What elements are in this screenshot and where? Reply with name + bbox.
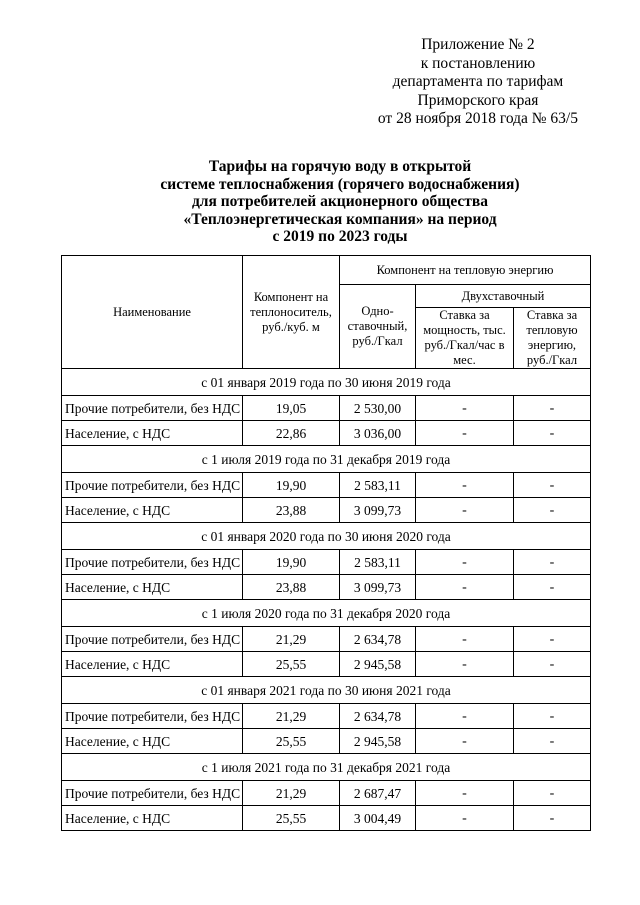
- table-row: [62, 704, 591, 729]
- carrier-value-cell: 21,29: [243, 781, 340, 806]
- table-body: [62, 369, 591, 831]
- single-rate-cell: 3 099,73: [340, 575, 416, 600]
- energy-rate-cell: -: [514, 627, 591, 652]
- energy-rate-cell: -: [514, 575, 591, 600]
- title-line: «Теплоэнергетическая компания» на период: [183, 210, 497, 228]
- appendix-line: Приложение № 2: [421, 36, 535, 53]
- carrier-value-cell: 25,55: [243, 652, 340, 677]
- single-rate-cell: 3 099,73: [340, 498, 416, 523]
- appendix-line: департамента по тарифам: [392, 73, 564, 90]
- energy-rate-cell: -: [514, 652, 591, 677]
- table-row: [62, 781, 591, 806]
- table-row: [62, 806, 591, 831]
- capacity-rate-cell: -: [416, 729, 514, 754]
- single-rate-cell: 2 687,47: [340, 781, 416, 806]
- carrier-value-cell: 25,55: [243, 729, 340, 754]
- title-line: с 2019 по 2023 годы: [272, 228, 408, 245]
- energy-rate-cell: -: [514, 550, 591, 575]
- period-label: с 01 января 2021 года по 30 июня 2021 года: [62, 677, 591, 704]
- energy-rate-cell: -: [514, 781, 591, 806]
- capacity-rate-cell: -: [416, 781, 514, 806]
- capacity-rate-cell: -: [416, 704, 514, 729]
- carrier-value-cell: 22,86: [243, 421, 340, 446]
- single-rate-cell: 2 583,11: [340, 473, 416, 498]
- header-capacity-rate: Ставка за мощность, тыс. руб./Гкал/час в мес.: [416, 308, 514, 369]
- period-row: [62, 600, 591, 627]
- appendix-line: от 28 ноября 2018 года № 63/5: [377, 110, 578, 127]
- period-row: [62, 523, 591, 550]
- consumer-name-cell: Население, с НДС: [62, 729, 243, 754]
- single-rate-cell: 2 530,00: [340, 396, 416, 421]
- energy-rate-cell: -: [514, 806, 591, 831]
- header-single-rate: Одно-ставочный, руб./Гкал: [340, 285, 416, 369]
- header-name: Наименование: [62, 256, 243, 369]
- capacity-rate-cell: -: [416, 421, 514, 446]
- energy-rate-cell: -: [514, 729, 591, 754]
- carrier-value-cell: 23,88: [243, 498, 340, 523]
- period-label: с 01 января 2020 года по 30 июня 2020 года: [62, 523, 591, 550]
- appendix-block: [378, 36, 578, 129]
- appendix-line: к постановлению: [420, 54, 536, 72]
- energy-rate-cell: -: [514, 473, 591, 498]
- consumer-name-cell: Население, с НДС: [62, 498, 243, 523]
- carrier-value-cell: 19,90: [243, 550, 340, 575]
- header-energy-rate: Ставка за тепловую энергию, руб./Гкал: [514, 308, 591, 369]
- consumer-name-cell: Население, с НДС: [62, 806, 243, 831]
- carrier-value-cell: 23,88: [243, 575, 340, 600]
- title-line: Тарифы на горячую воду в открытой: [208, 158, 472, 175]
- document-title: [90, 158, 590, 246]
- period-row: [62, 369, 591, 396]
- header-carrier: Компонент на теплоноситель, руб./куб. м: [243, 256, 340, 369]
- period-label: с 1 июля 2019 года по 31 декабря 2019 года: [62, 446, 591, 473]
- period-label: с 01 января 2019 года по 30 июня 2019 года: [62, 369, 591, 396]
- capacity-rate-cell: -: [416, 806, 514, 831]
- energy-rate-cell: -: [514, 498, 591, 523]
- period-label: с 1 июля 2021 года по 31 декабря 2021 года: [62, 754, 591, 781]
- carrier-value-cell: 19,05: [243, 396, 340, 421]
- capacity-rate-cell: -: [416, 550, 514, 575]
- consumer-name-cell: Население, с НДС: [62, 652, 243, 677]
- title-line: для потребителей акционерного общества: [191, 193, 489, 210]
- single-rate-cell: 2 945,58: [340, 729, 416, 754]
- carrier-value-cell: 21,29: [243, 627, 340, 652]
- period-label: с 1 июля 2020 года по 31 декабря 2020 года: [62, 600, 591, 627]
- header-energy: Компонент на тепловую энергию: [340, 256, 591, 285]
- consumer-name-cell: Прочие потребители, без НДС: [62, 396, 243, 421]
- table-header: [62, 256, 591, 369]
- capacity-rate-cell: -: [416, 473, 514, 498]
- capacity-rate-cell: -: [416, 498, 514, 523]
- table-row: [62, 421, 591, 446]
- single-rate-cell: 2 583,11: [340, 550, 416, 575]
- table-row: [62, 473, 591, 498]
- capacity-rate-cell: -: [416, 652, 514, 677]
- consumer-name-cell: Прочие потребители, без НДС: [62, 627, 243, 652]
- energy-rate-cell: -: [514, 396, 591, 421]
- consumer-name-cell: Прочие потребители, без НДС: [62, 781, 243, 806]
- table-row: [62, 652, 591, 677]
- single-rate-cell: 2 634,78: [340, 704, 416, 729]
- header-two-rate: Двухставочный: [416, 285, 591, 308]
- period-row: [62, 446, 591, 473]
- single-rate-cell: 2 945,58: [340, 652, 416, 677]
- consumer-name-cell: Прочие потребители, без НДС: [62, 473, 243, 498]
- table-row: [62, 396, 591, 421]
- capacity-rate-cell: -: [416, 627, 514, 652]
- capacity-rate-cell: -: [416, 575, 514, 600]
- period-row: [62, 677, 591, 704]
- carrier-value-cell: 21,29: [243, 704, 340, 729]
- appendix-line: Приморского края: [417, 91, 539, 109]
- table-row: [62, 550, 591, 575]
- energy-rate-cell: -: [514, 421, 591, 446]
- carrier-value-cell: 25,55: [243, 806, 340, 831]
- energy-rate-cell: -: [514, 704, 591, 729]
- consumer-name-cell: Прочие потребители, без НДС: [62, 550, 243, 575]
- period-row: [62, 754, 591, 781]
- table-row: [62, 627, 591, 652]
- single-rate-cell: 2 634,78: [340, 627, 416, 652]
- tariffs-table: [61, 255, 591, 831]
- title-line: системе теплоснабжения (горячего водоснабжения): [160, 175, 520, 193]
- consumer-name-cell: Прочие потребители, без НДС: [62, 704, 243, 729]
- carrier-value-cell: 19,90: [243, 473, 340, 498]
- table-row: [62, 575, 591, 600]
- table-row: [62, 498, 591, 523]
- consumer-name-cell: Население, с НДС: [62, 421, 243, 446]
- single-rate-cell: 3 004,49: [340, 806, 416, 831]
- consumer-name-cell: Население, с НДС: [62, 575, 243, 600]
- table-row: [62, 729, 591, 754]
- single-rate-cell: 3 036,00: [340, 421, 416, 446]
- capacity-rate-cell: -: [416, 396, 514, 421]
